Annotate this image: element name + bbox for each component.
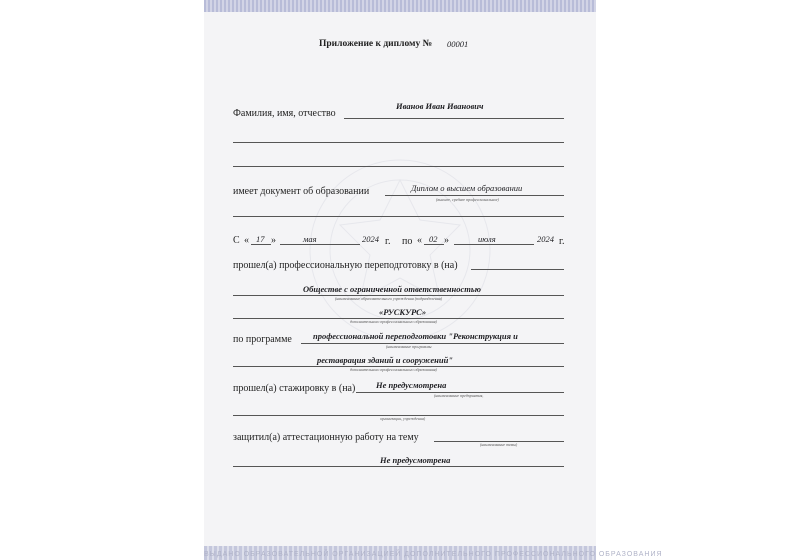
program-line1-rule (301, 343, 564, 344)
to-month: июля (478, 234, 496, 244)
education-line-2 (233, 216, 564, 217)
retraining-label: прошел(а) профессиональную переподготовку в (на) (233, 260, 458, 271)
fio-label: Фамилия, имя, отчество (233, 108, 336, 119)
thesis-label: защитил(а) аттестационную работу на тему (233, 432, 419, 443)
to-day-open-quote: « (417, 235, 422, 246)
period-to-prefix: по (402, 236, 413, 247)
from-month-line (280, 244, 360, 245)
internship-caption1: (наименование предприятия, (434, 393, 484, 398)
education-caption: (высшее, среднее профессиональное) (436, 197, 499, 202)
retraining-org-caption1: (наименование образовательного учреждения (подразделения) (335, 296, 443, 301)
program-caption2: дополнительного профессионального образования) (350, 367, 437, 372)
retraining-org-line2: «РУСКУРС» (379, 307, 427, 317)
internship-caption2: организации, учреждения) (380, 416, 426, 421)
fio-value: Иванов Иван Иванович (396, 101, 484, 111)
program-line1: профессиональной переподготовки "Реконструкция и (313, 331, 518, 341)
period-from-prefix: С (233, 235, 240, 246)
from-day-close-quote: » (271, 235, 276, 246)
to-day: 02 (429, 234, 438, 244)
internship-value: Не предусмотрена (376, 380, 447, 390)
diploma-appendix-sheet (204, 0, 663, 560)
from-year: 2024 (362, 234, 379, 244)
thesis-caption: (наименование темы) (480, 442, 518, 447)
from-month: мая (303, 234, 317, 244)
to-day-line (424, 244, 444, 245)
to-day-close-quote: » (444, 235, 449, 246)
appendix-title: Приложение к диплому № (319, 39, 433, 49)
diploma-number: 00001 (447, 39, 469, 49)
from-year-suffix: г. (385, 236, 391, 247)
bottom-band-text: ВЫДАНО ОБРАЗОВАТЕЛЬНОЙ ОРГАНИЗАЦИЕЙ ДОПОЛНИТЕЛЬНОГО ПРОФЕССИОНАЛЬНОГО ОБРАЗОВАНИЯ (204, 551, 663, 558)
from-day: 17 (256, 234, 265, 244)
education-line (385, 195, 564, 196)
education-value: Диплом о высшем образовании (411, 183, 523, 193)
to-year-suffix: г. (559, 236, 565, 247)
retraining-org-caption2: дополнительного профессионального образования) (350, 319, 437, 324)
program-label: по программе (233, 334, 292, 345)
education-label: имеет документ об образовании (233, 186, 370, 197)
fio-line-3 (233, 166, 564, 167)
retraining-org-line1: Обществе с ограниченной ответственностью (303, 284, 481, 294)
from-day-open-quote: « (244, 235, 249, 246)
internship-label: прошел(а) стажировку в (на) (233, 383, 356, 394)
top-security-band (204, 0, 596, 12)
fio-line-2 (233, 142, 564, 143)
thesis-value: Не предусмотрена (380, 455, 451, 465)
to-year: 2024 (537, 234, 554, 244)
retraining-line (471, 269, 564, 270)
thesis-line-2 (233, 466, 564, 467)
to-month-line (454, 244, 534, 245)
program-caption1: (наименование программы (386, 344, 432, 349)
program-line2: реставрация зданий и сооружений" (317, 355, 454, 365)
from-day-line (251, 244, 271, 245)
fio-line (344, 118, 564, 119)
